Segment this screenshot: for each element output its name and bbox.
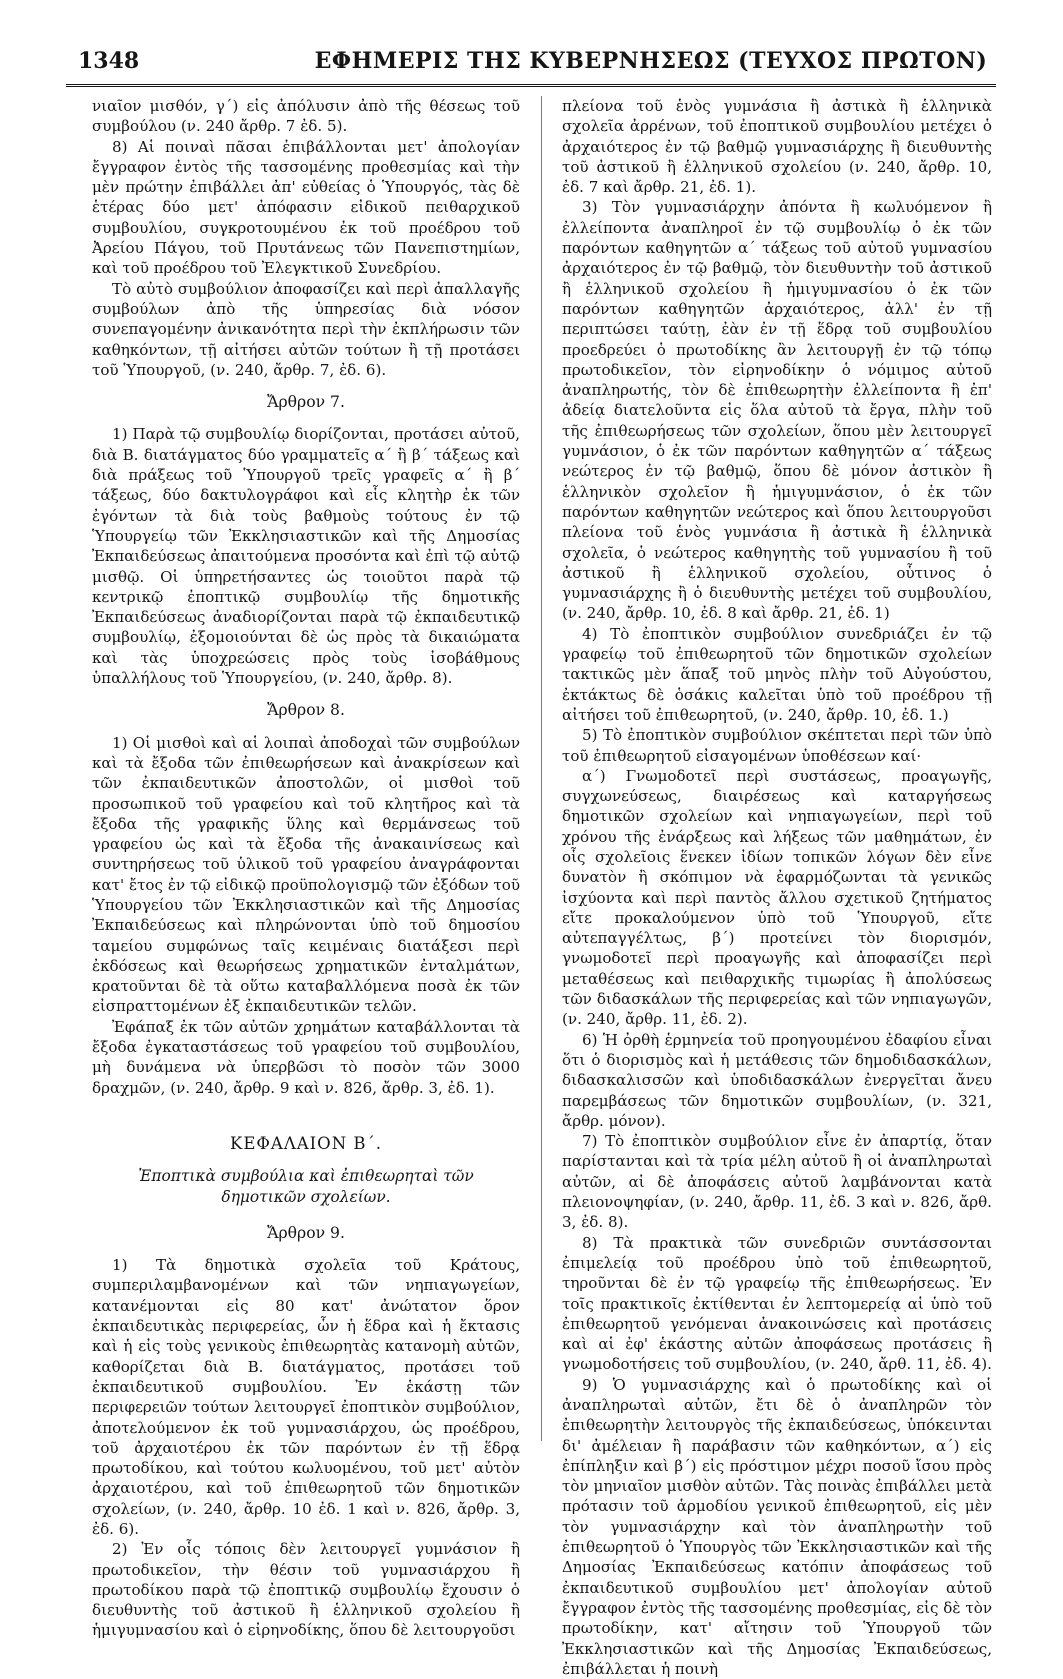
page-header bbox=[66, 46, 996, 86]
chapter-subtitle: Ἐποπτικὰ συμβούλια καὶ ἐπιθεωρηταὶ τῶν δημοτικῶν σχολείων. bbox=[138, 1167, 474, 1206]
paragraph: 4) Τὸ ἐποπτικὸν συμβούλιον συνεδριάζει ἐν τῷ γραφείῳ τοῦ ἐπιθεωρητοῦ τῶν δημοτικῶν σχολείων τακτικῶς μὲν ἅπαξ τοῦ μηνὸς πλὴν τοῦ Αὐγούστου, ἐκτάκτως δὲ ὁσάκις καλεῖται ὑπὸ τοῦ προέδρου τῇ αἰτήσει τοῦ ἐπιθεωρητοῦ, (ν. 240, ἄρθρ. 10, ἐδ. 1.) bbox=[562, 624, 992, 724]
paragraph: 7) Τὸ ἐποπτικὸν συμβούλιον εἶνε ἐν ἀπαρτίᾳ, ὅταν παρίστανται καὶ τὰ τρία μέλη αὐτοῦ ἢ οἱ ἀναπληρωταὶ αὐτῶν, αἱ δὲ ἀποφάσεις αὐτοῦ λαμβάνονται κατὰ πλειονοψηφίαν, (ν. 240, ἄρθρ. 11, ἐδ. 3 καὶ ν. 826, ἄρθ. 3, ἐδ. 8). bbox=[562, 1132, 992, 1232]
paragraph: Τὸ αὐτὸ συμβούλιον ἀποφασίζει καὶ περὶ ἀπαλλαγῆς συμβούλων ἀπὸ τῆς ὑπηρεσίας διὰ νόσον συνεπαγομένην ἀνικανότητα περὶ τὴν ἐκπλήρωσιν τῶν καθηκόντων, τῇ αἰτήσει αὐτῶν τούτων ἢ τῇ προτάσει τοῦ Ὑπουργοῦ, (ν. 240, ἄρθρ. 7, ἐδ. 6). bbox=[92, 279, 520, 379]
chapter-heading: ΚΕΦΑΛΑΙΟΝ Β΄. bbox=[230, 1133, 382, 1153]
column-divider bbox=[541, 96, 542, 1441]
header-rule bbox=[66, 84, 996, 87]
paragraph: 1) Οἱ μισθοὶ καὶ αἱ λοιπαὶ ἀποδοχαὶ τῶν συμβούλων καὶ τὰ ἔξοδα τῶν ἐπιθεωρήσεων καὶ ἀνακρίσεων καὶ τῶν ἐκπαιδευτικῶν ἀποστολῶν, οἱ μισθοὶ τοῦ προσωπικοῦ τοῦ γραφείου καὶ τοῦ κλητῆρος καὶ τὰ ἔξοδα τῆς γραφικῆς ὕλης καὶ θερμάνσεως τοῦ γραφείου ὡς καὶ τὰ ἔξοδα τῆς ἀνακαινίσεως καὶ συντηρήσεως τοῦ ὑλικοῦ τοῦ γραφείου ἀναγράφονται κατ' ἔτος ἐν τῷ εἰδικῷ προϋπολογισμῷ τῶν ἐξόδων τοῦ Ὑπουργείου τῶν Ἐκκλησιαστικῶν καὶ τῆς Δημοσίας Ἐκπαιδεύσεως καὶ πληρώνονται ὑπὸ τοῦ δημοσίου ταμείου συμφώνως ταῖς κειμέναις διατάξεσι περὶ ἐκδόσεως καὶ θεωρήσεως χρηματικῶν ἐνταλμάτων, κρατοῦνται δὲ τὰ οὕτω καταβαλλόμενα ποσὰ ἐκ τῶν εἰσπραττομένων ἐξ ἐκπαιδευτικῶν τελῶν. bbox=[92, 733, 520, 1016]
left-column bbox=[92, 96, 520, 1641]
paragraph: 6) Ἡ ὀρθὴ ἑρμηνεία τοῦ προηγουμένου ἐδαφίου εἶναι ὅτι ὁ διορισμὸς καὶ ἡ μετάθεσις τῶν δημοδιδασκάλων, διδασκαλισσῶν καὶ ὑποδιδασκάλων ἐνεργεῖται ἄνευ παρεμβάσεως τῶν δημοτικῶν συμβουλίων, (ν. 321, ἄρθρ. μόνον). bbox=[562, 1030, 992, 1130]
paragraph: 3) Τὸν γυμνασιάρχην ἀπόντα ἢ κωλυόμενον ἢ ἐλλείποντα ἀναπληροῖ ἐν τῷ συμβουλίῳ ὁ ἐκ τῶν παρόντων καθηγητῶν α΄ τάξεως τοῦ αὐτοῦ γυμνασίου ἀρχαιότερος ἐν τῷ βαθμῷ, τὸν διευθυντὴν τοῦ ἀστικοῦ ἢ ἑλληνικοῦ σχολείου ἢ ἡμιγυμνασίου ὁ ἐκ τῶν παρόντων καθηγητῶν ἀρχαιότερος, ἀλλ' ἐν τῇ περιπτώσει ταύτῃ, ἐὰν ἐν τῇ ἕδρᾳ τοῦ συμβουλίου προεδρεύει ὁ πρωτοδίκης ἂν λειτουργῇ ἐν τῷ τόπῳ πρωτοδικεῖον, τὸν εἰρηνοδίκην ὁ νόμιμος αὐτοῦ ἀναπληρωτής, τὸν δὲ ἐπιθεωρητὴν ἐλλείποντα ἢ ἐπ' ἀδείᾳ διατελοῦντα εἰς ὅλα αὐτοῦ τὰ ἔργα, πλὴν τοῦ τῆς ἐπιθεωρήσεως τῶν σχολείων, ὅπου μὲν λειτουργεῖ γυμνάσιον, ὁ ἐκ τῶν παρόντων καθηγητῶν α΄ τάξεως νεώτερος ἐν τῷ βαθμῷ, ὅπου δὲ μόνον ἀστικὸν ἢ ἑλληνικὸν σχολεῖον ἢ ἡμιγυμνάσιον, ὁ ἐκ τῶν παρόντων καθηγητῶν νεώτερος καὶ ὅπου λειτουργοῦσι πλείονα τοῦ ἑνὸς γυμνάσια ἢ ἀστικὰ ἢ ἑλληνικὰ σχολεῖα, ὁ νεώτερος καθηγητὴς τοῦ γυμνασίου ἢ τοῦ ἀστικοῦ ἢ ἑλληνικοῦ σχολείου, οὗτινος ὁ γυμνασιάρχης ἢ ὁ διευθυντὴς μετέχει τοῦ συμβουλίου, (ν. 240, ἄρθρ. 10, ἐδ. 8 καὶ ἄρθρ. 21, ἐδ. 1) bbox=[562, 198, 992, 623]
paragraph: νιαῖον μισθόν, γ΄) εἰς ἀπόλυσιν ἀπὸ τῆς θέσεως τοῦ συμβούλου (ν. 240 ἄρθρ. 7 ἐδ. 5). bbox=[92, 97, 520, 136]
paragraph: 8) Τὰ πρακτικὰ τῶν συνεδριῶν συντάσσονται ἐπιμελείᾳ τοῦ προέδρου ὑπὸ τοῦ ἐπιθεωρητοῦ, τηροῦνται δὲ ἐν τῷ γραφείῳ τῆς ἐπιθεωρήσεως. Ἐν τοῖς πρακτικοῖς ἐκτίθενται ἐν λεπτομερείᾳ αἱ ὑπὸ τοῦ ἐπιθεωρητοῦ γενόμεναι ἀνακοινώσεις καὶ προτάσεις καὶ αἱ ἐφ' ἑκάστης αὐτῶν ἀποφάσεως προτάσεις ἢ γνωμοδοτήσεις τοῦ συμβουλίου, (ν. 240, ἄρθ. 11, ἐδ. 4). bbox=[562, 1233, 992, 1374]
paragraph: 8) Αἱ ποιναὶ πᾶσαι ἐπιβάλλονται μετ' ἀπολογίαν ἔγγραφον ἐντὸς τῆς τασσομένης προθεσμίας καὶ τὴν μὲν πρώτην ἐπιβάλλει ἀπ' εὐθείας ὁ Ὑπουργός, τὰς δὲ ἑτέρας δύο μετ' ἀπόφασιν εἰδικοῦ πειθαρχικοῦ συμβουλίου, συγκροτουμένου ἐκ τοῦ προέδρου τοῦ Ἀρείου Πάγου, τοῦ Πρυτάνεως τῶν Πανεπιστημίων, καὶ τοῦ προέδρου τοῦ Ἐλεγκτικοῦ Συνεδρίου. bbox=[92, 137, 520, 278]
right-column bbox=[562, 96, 992, 1679]
paragraph: 9) Ὁ γυμνασιάρχης καὶ ὁ πρωτοδίκης καὶ οἱ ἀναπληρωταὶ αὐτῶν, ἔτι δὲ ὁ ἀναπληρῶν τὸν ἐπιθεωρητὴν λειτουργὸς τῆς ἐκπαιδεύσεως, ὑπόκεινται δι' ἀμέλειαν ἢ παράβασιν τῶν καθηκόντων, α΄) εἰς ἐπίπληξιν καὶ β΄) εἰς πρόστιμον μέχρι ποσοῦ ἴσου πρὸς τὸν μηνιαῖον μισθὸν αὐτῶν. Τὰς ποινὰς ἐπιβάλλει μετὰ πρότασιν τοῦ ἁρμοδίου γενικοῦ ἐπιθεωρητοῦ, εἰς μὲν τὸν γυμνασιάρχην καὶ τὸν ἀναπληρωτὴν τοῦ ἐπιθεωρητοῦ ὁ Ὑπουργὸς τῶν Ἐκκλησιαστικῶν καὶ τῆς Δημοσίας Ἐκπαιδεύσεως κατόπιν ἀποφάσεως τοῦ ἐκπαιδευτικοῦ συμβουλίου μετ' ἀπολογίαν αὐτοῦ ἔγγραφον ἐντὸς τῆς τασσομένης προθεσμίας, εἰς δὲ τὸν πρωτοδίκην, κατ' αἴτησιν τοῦ Ὑπουργοῦ τῶν Ἐκκλησιαστικῶν καὶ τῆς Δημοσίας Ἐκπαιδεύσεως, ἐπιβάλλεται ἡ ποινὴ bbox=[562, 1375, 992, 1678]
page-number: 1348 bbox=[78, 48, 140, 74]
paragraph: Ἐφάπαξ ἐκ τῶν αὐτῶν χρημάτων καταβάλλονται τὰ ἔξοδα ἐγκαταστάσεως τοῦ γραφείου τοῦ συμβουλίου, μὴ δυνάμενα νὰ ὑπερβῶσι τὸ ποσὸν τῶν 3000 δραχμῶν, (ν. 240, ἄρθρ. 9 καὶ ν. 826, ἄρθρ. 3, ἐδ. 1). bbox=[92, 1017, 520, 1097]
article-heading: Ἄρθρον 9. bbox=[267, 1223, 345, 1242]
article-heading: Ἄρθρον 8. bbox=[267, 701, 345, 720]
paragraph: πλείονα τοῦ ἑνὸς γυμνάσια ἢ ἀστικὰ ἢ ἑλληνικὰ σχολεῖα ἀρρένων, τοῦ ἐποπτικοῦ συμβουλίου μετέχει ὁ ἀρχαιότερος ἐν τῷ βαθμῷ γυμνασιάρχης ἢ διευθυντὴς τοῦ ἀστικοῦ ἢ ἑλληνικοῦ σχολείου (ν. 240, ἄρθρ. 10, ἐδ. 7 καὶ ἄρθρ. 21, ἐδ. 1). bbox=[562, 97, 992, 197]
sub-paragraph: α΄) Γνωμοδοτεῖ περὶ συστάσεως, προαγωγῆς, συγχωνεύσεως, διαιρέσεως καὶ καταργήσεως δημοτικῶν σχολείων καὶ νηπιαγωγείων, περὶ τοῦ χρόνου τῆς ἐνάρξεως καὶ λήξεως τῶν μαθημάτων, ἐν οἷς σχολεῖοις ἕνεκεν ἰδίων τοπικῶν λόγων δὲν εἶνε δυνατὸν ἢ σκόπιμον νὰ ἐφαρμόζωνται τὰ γενικῶς ἰσχύοντα καὶ περὶ παντὸς ἄλλου σχετικοῦ ζητήματος εἴτε προκαλούμενον ὑπὸ τοῦ Ὑπουργοῦ, εἴτε αὐτεπαγγέλτως, β΄) προτείνει τὸν διορισμόν, γνωμοδοτεῖ περὶ προαγωγῆς καὶ ἀποφασίζει περὶ μεταθέσεως καὶ πειθαρχικῆς τιμωρίας ἢ ἀπολύσεως τῶν διδασκάλων τῆς περιφερείας καὶ τῶν νηπιαγωγῶν, (ν. 240, ἄρθρ. 11, ἐδ. 2). bbox=[562, 766, 992, 1029]
paragraph: 1) Παρὰ τῷ συμβουλίῳ διορίζονται, προτάσει αὐτοῦ, διὰ Β. διατάγματος δύο γραμματεῖς α΄ ἢ β΄ τάξεως καὶ διὰ πράξεως τοῦ Ὑπουργοῦ τρεῖς γραφεῖς α΄ ἢ β΄ τάξεως, δύο δακτυλογράφοι καὶ εἷς κλητὴρ ἐκ τῶν ἐγόντων τὰ διὰ τοὺς βαθμοὺς τούτους ἐν τῷ Ὑπουργείῳ τῶν Ἐκκλησιαστικῶν καὶ τῆς Δημοσίας Ἐκπαιδεύσεως ἀπαιτούμενα προσόντα καὶ ἐπὶ τῷ αὐτῷ μισθῷ. Οἱ ὑπηρετήσαντες ὡς τοιοῦτοι παρὰ τῷ κεντρικῷ ἐποπτικῷ συμβουλίῳ τῆς δημοτικῆς Ἐκπαιδεύσεως ἀναδιορίζονται παρὰ τῷ ἐκπαιδευτικῷ συμβουλίῳ, ἐξομοιούνται δὲ ὡς πρὸς τὰ δικαιώματα καὶ τὰς ὑποχρεώσεις πρὸς τοὺς ἰσοβάθμους ὑπαλλήλους τοῦ Ὑπουργείου, (ν. 240, ἄρθρ. 8). bbox=[92, 425, 520, 688]
paragraph: 2) Ἐν οἷς τόποις δὲν λειτουργεῖ γυμνάσιον ἢ πρωτοδικεῖον, τὴν θέσιν τοῦ γυμνασιάρχου ἢ πρωτοδίκου παρὰ τῷ ἐποπτικῷ συμβουλίῳ ἔχουσιν ὁ διευθυντὴς τοῦ ἀστικοῦ ἢ ἑλληνικοῦ σχολείου ἢ ἡμιγυμνασίου καὶ ὁ εἰρηνοδίκης, ὅπου δὲ λειτουργοῦσι bbox=[92, 1540, 520, 1640]
paragraph: 5) Τὸ ἐποπτικὸν συμβούλιον σκέπτεται περὶ τῶν ὑπὸ τοῦ ἐπιθεωρητοῦ εἰσαγομένων ὑποθέσεων καί· bbox=[562, 726, 992, 765]
running-title: ΕΦΗΜΕΡΙΣ ΤΗΣ ΚΥΒΕΡΝΗΣΕΩΣ (ΤΕΥΧΟΣ ΠΡΩΤΟΝ) bbox=[314, 48, 988, 74]
paragraph: 1) Τὰ δημοτικὰ σχολεῖα τοῦ Κράτους, συμπεριλαμβανομένων καὶ τῶν νηπιαγωγείων, κατανέμονται εἰς 80 κατ' ἀνώτατον ὅρον ἐκπαιδευτικὰς περιφερείας, ὧν ἡ ἕδρα καὶ ἡ ἔκτασις καὶ ἡ εἰς τοὺς γενικοὺς ἐπιθεωρητὰς κατανομὴ αὐτῶν, καθορίζεται διὰ Β. διατάγματος, προτάσει τοῦ ἐκπαιδευτικοῦ συμβουλίου. Ἐν ἑκάστῃ τῶν περιφερειῶν τούτων λειτουργεῖ ἐποπτικὸν συμβούλιον, ἀποτελούμενον ἐκ τοῦ γυμνασιάρχου, ὡς προέδρου, τοῦ ἀρχαιοτέρου ἐκ τῶν παρόντων ἐν τῇ ἕδρᾳ πρωτοδίκου, καὶ τούτου κωλυομένου, τοῦ μετ' αὐτὸν ἀρχαιοτέρου, καὶ τοῦ ἐπιθεωρητοῦ τῶν δημοτικῶν σχολείων, (ν. 240, ἄρθρ. 10 ἐδ. 1 καὶ ν. 826, ἄρθρ. 3, ἐδ. 6). bbox=[92, 1256, 520, 1538]
article-heading: Ἄρθρον 7. bbox=[267, 393, 345, 412]
